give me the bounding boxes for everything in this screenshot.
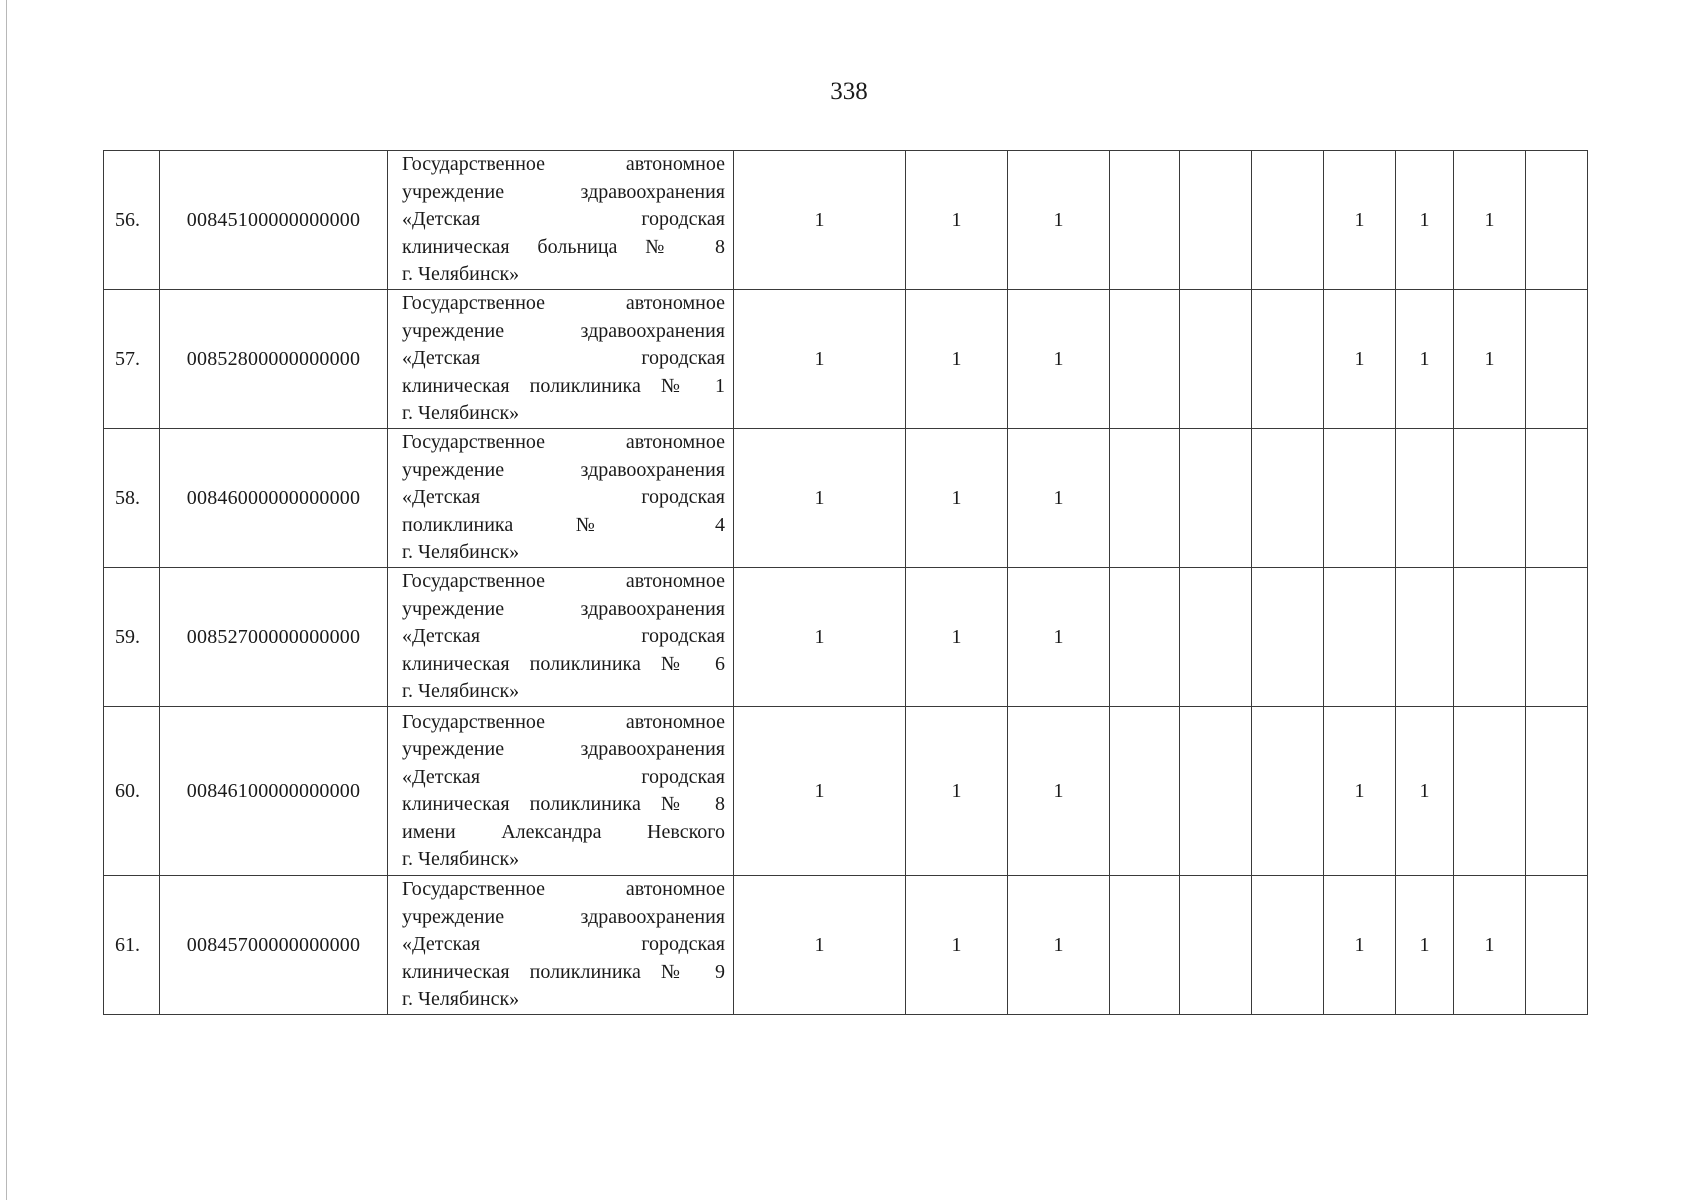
value-cell [1396, 429, 1454, 568]
institution-name-line: «Детская городская [402, 625, 725, 648]
value-cell: 1 [1008, 429, 1110, 568]
value-cell: 1 [1008, 151, 1110, 290]
institution-name-line: учреждение здравоохранения [402, 458, 725, 481]
value-cell [1396, 568, 1454, 707]
value-cell [1110, 568, 1180, 707]
value-cell [1526, 151, 1588, 290]
value-cell: 1 [1454, 876, 1526, 1015]
institution-name-line: Государственное автономное [402, 710, 725, 733]
institution-code: 00852700000000000 [160, 568, 388, 707]
institution-name-line: Государственное автономное [402, 153, 725, 176]
institution-name-line: г. Челябинск» [402, 848, 520, 870]
value-cell [1324, 568, 1396, 707]
value-cell: 1 [734, 876, 906, 1015]
institution-name-line: Государственное автономное [402, 431, 725, 454]
institution-name-line: поликлиника № 4 [402, 513, 725, 536]
institution-name [388, 707, 734, 876]
table-body [104, 151, 1588, 1015]
institution-name [388, 151, 734, 290]
value-cell: 1 [734, 151, 906, 290]
value-cell [1180, 568, 1252, 707]
institution-name-line: «Детская городская [402, 347, 725, 370]
row-number: 60. [104, 707, 160, 876]
value-cell: 1 [1008, 290, 1110, 429]
value-cell: 1 [906, 568, 1008, 707]
value-cell [1252, 876, 1324, 1015]
row-number: 59. [104, 568, 160, 707]
institution-code: 00846100000000000 [160, 707, 388, 876]
value-cell: 1 [906, 151, 1008, 290]
value-cell [1252, 707, 1324, 876]
institution-name-line: клиническая поликлиника № 8 [402, 793, 725, 815]
institution-code: 00845700000000000 [160, 876, 388, 1015]
value-cell: 1 [1324, 876, 1396, 1015]
value-cell: 1 [734, 429, 906, 568]
institution-name-line: учреждение здравоохранения [402, 905, 725, 928]
institution-name-line: клиническая поликлиника № 9 [402, 960, 725, 983]
value-cell [1252, 290, 1324, 429]
value-cell: 1 [906, 290, 1008, 429]
institution-name-line: Государственное автономное [402, 292, 725, 315]
institution-code: 00845100000000000 [160, 151, 388, 290]
value-cell [1110, 876, 1180, 1015]
value-cell [1252, 151, 1324, 290]
row-number: 58. [104, 429, 160, 568]
value-cell [1180, 707, 1252, 876]
value-cell: 1 [1008, 707, 1110, 876]
value-cell [1454, 707, 1526, 876]
institution-name-line: клиническая поликлиника № 1 [402, 374, 725, 397]
value-cell [1180, 429, 1252, 568]
table-row [104, 151, 1588, 290]
institution-code: 00852800000000000 [160, 290, 388, 429]
institution-name [388, 876, 734, 1015]
value-cell: 1 [1008, 876, 1110, 1015]
institution-name-line: «Детская городская [402, 933, 725, 956]
institution-name-line: учреждение здравоохранения [402, 738, 725, 760]
institution-name-line: «Детская городская [402, 208, 725, 231]
value-cell: 1 [1324, 151, 1396, 290]
institution-name [388, 290, 734, 429]
institution-name [388, 568, 734, 707]
institution-name-line: учреждение здравоохранения [402, 180, 725, 203]
institution-name-line: учреждение здравоохранения [402, 597, 725, 620]
page-edge-line [6, 0, 7, 1200]
value-cell: 1 [1396, 290, 1454, 429]
value-cell: 1 [1008, 568, 1110, 707]
institution-name-line: г. Челябинск» [402, 680, 520, 703]
value-cell [1324, 429, 1396, 568]
value-cell [1180, 876, 1252, 1015]
value-cell: 1 [1396, 151, 1454, 290]
value-cell [1110, 290, 1180, 429]
value-cell [1526, 707, 1588, 876]
institution-name-line: «Детская городская [402, 765, 725, 788]
value-cell [1110, 707, 1180, 876]
institution-name-line: клиническая поликлиника № 6 [402, 652, 725, 675]
value-cell [1252, 429, 1324, 568]
value-cell: 1 [906, 876, 1008, 1015]
institution-name-line: Государственное автономное [402, 878, 725, 901]
row-number: 61. [104, 876, 160, 1015]
institution-name-line: имени Александра Невского [402, 820, 725, 843]
value-cell: 1 [1324, 707, 1396, 876]
value-cell [1526, 290, 1588, 429]
value-cell [1180, 290, 1252, 429]
institution-name-line: г. Челябинск» [402, 402, 520, 425]
institution-name-line: учреждение здравоохранения [402, 319, 725, 342]
value-cell: 1 [734, 568, 906, 707]
value-cell: 1 [906, 429, 1008, 568]
value-cell [1110, 151, 1180, 290]
value-cell: 1 [906, 707, 1008, 876]
value-cell: 1 [1324, 290, 1396, 429]
table-row [104, 707, 1588, 876]
value-cell: 1 [1396, 707, 1454, 876]
table-row [104, 568, 1588, 707]
row-number: 56. [104, 151, 160, 290]
value-cell: 1 [734, 707, 906, 876]
value-cell [1180, 151, 1252, 290]
value-cell [1454, 568, 1526, 707]
value-cell [1454, 429, 1526, 568]
institution-name-line: г. Челябинск» [402, 988, 520, 1011]
row-number: 57. [104, 290, 160, 429]
value-cell [1110, 429, 1180, 568]
table-row [104, 290, 1588, 429]
value-cell: 1 [734, 290, 906, 429]
institution-name-line: Государственное автономное [402, 570, 725, 593]
institution-name-line: клиническая больница № 8 [402, 235, 725, 258]
value-cell: 1 [1454, 290, 1526, 429]
value-cell [1526, 876, 1588, 1015]
institution-name-line: г. Челябинск» [402, 263, 520, 286]
institution-name-line: г. Челябинск» [402, 541, 520, 564]
value-cell: 1 [1454, 151, 1526, 290]
table-row [104, 429, 1588, 568]
value-cell [1252, 568, 1324, 707]
institution-name-line: «Детская городская [402, 486, 725, 509]
value-cell [1526, 568, 1588, 707]
table-row [104, 876, 1588, 1015]
value-cell [1526, 429, 1588, 568]
institution-code: 00846000000000000 [160, 429, 388, 568]
page-number: 338 [830, 78, 868, 105]
institution-name [388, 429, 734, 568]
institutions-table [103, 150, 1588, 1015]
value-cell: 1 [1396, 876, 1454, 1015]
